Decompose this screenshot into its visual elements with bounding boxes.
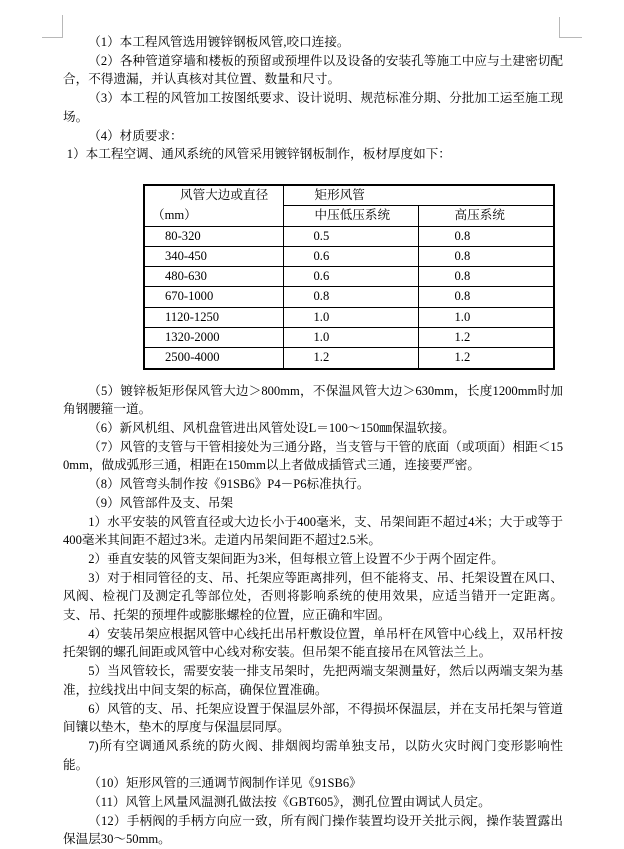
paragraph-tee-damper-detail: （10）矩形风管的三通调节阀制作详见《91SB6》 (88, 776, 362, 791)
table-cell-high: 0.8 (418, 287, 554, 307)
table-row (144, 246, 554, 266)
table-row (144, 328, 554, 348)
table-cell-mid-low: 0.8 (283, 287, 418, 307)
paragraph-horizontal-spacing: 1）水平安装的风管直径或大边长小于400毫米，支、吊架间距不超过4米；大于或等于400毫米其间距不超过3米。走道内吊架间距不超过2.5米。 (63, 514, 563, 548)
table-cell-size-range: 2500-4000 (144, 348, 283, 369)
paragraph-fabrication-schedule: （3）本工程的风管加工按图纸要求、设计说明、规范标准分期、分批加工运至施工现场。 (63, 91, 563, 124)
paragraph-sheet-thickness-intro: 1）本工程空调、通风系统的风管采用镀锌钢板制作，板材厚度如下： (66, 147, 451, 162)
paragraph-fire-damper-support: 7)所有空调通风系统的防火阀、排烟阀均需单独支吊，以防火灾时阀门变形影响性能。 (63, 738, 563, 772)
table-cell-mid-low: 0.6 (283, 267, 418, 287)
table-cell-high: 1.2 (418, 328, 554, 348)
paragraph-duct-material: （1）本工程风管选用镀锌钢板风管,咬口连接。 (88, 35, 350, 49)
page-margin-corner-mark-top-left (42, 15, 63, 38)
paragraph-reserved-holes: （2）各种管道穿墙和楼板的预留或预埋件以及设备的安装孔等施工中应与土建密切配合，不得遗漏，并认真核对其位置、数量和尺寸。 (63, 53, 563, 87)
paragraph-supports-heading: （9）风管部件及支、吊架 (88, 495, 234, 510)
paragraph-long-duct-alignment: 5）当风管较长，需要安装一排支吊架时，先把两端支架测量好，然后以两端支架为基准，拉线找出中间支架的标高，确保位置准确。 (63, 664, 563, 697)
table-cell-mid-low: 1.0 (283, 307, 418, 327)
table-cell-high: 0.8 (418, 267, 554, 287)
document-body (63, 33, 563, 849)
table-cell-size-range: 80-320 (144, 226, 283, 246)
table-row (144, 226, 554, 246)
table-header-rectangular-duct: 矩形风管 (283, 185, 554, 206)
paragraph-insulation-protection: 6）风管的支、吊、托架应设置于保温层外部，不得损坏保温层，并在支吊托架与管道间镶以垫木，垫木的厚度与保温层同厚。 (63, 701, 563, 735)
paragraph-handle-valves: （12）手柄阀的手柄方向应一致，所有阀门操作装置均设开关批示阀，操作装置露出保温层30～50mm。 (63, 813, 563, 847)
paragraph-elbow-standard: （8）风管弯头制作按《91SB6》P4－P6标准执行。 (88, 477, 370, 492)
table-header-duct-size (144, 185, 283, 226)
table-cell-size-range: 1120-1250 (144, 307, 283, 327)
table-header-row-1 (144, 185, 554, 206)
table-cell-mid-low: 0.6 (283, 246, 418, 266)
paragraph-branch-tee: （7）风管的支管与干管相接处为三通分路，当支管与干管的底面（或项面）相距＜150mm，做成弧形三通，相距在150mm以上者做成插管式三通，连接要严密。 (63, 439, 563, 473)
paragraph-hanger-installation: 4）安装吊架应根据风管中心线托出吊杆敷设位置，单吊杆在风管中心线上，双吊杆按托架钢的螺孔间距或风管中心线对称安装。但吊架不能直接吊在风管法兰上。 (63, 626, 563, 660)
table-cell-mid-low: 1.2 (283, 348, 418, 369)
table-header-duct-size-line1: 风管大边或直径 (180, 188, 269, 203)
table-cell-size-range: 340-450 (144, 246, 283, 266)
table-cell-size-range: 1320-2000 (144, 328, 283, 348)
table-header-mid-low-pressure: 中压低压系统 (283, 206, 418, 226)
table-row (144, 267, 554, 287)
table-cell-high: 0.8 (418, 246, 554, 266)
table-row (144, 287, 554, 307)
duct-sheet-thickness-table (143, 184, 555, 370)
table-header-duct-size-unit: （mm） (152, 207, 197, 222)
paragraph-equal-spacing: 3）对于相同管径的支、吊、托架应等距离排列，但不能将支、吊、托架设置在风口、风阀、检视门及测定孔等部位处，否则将影响系统的使用效果，应适当错开一定距离。支、吊、托架的预埋件或膨胀螺栓的位置，应正确和牢固。 (63, 570, 563, 623)
paragraph-flexible-connection: （6）新风机组、风机盘管进出风管处设L＝100～150㎜保温软接。 (88, 421, 455, 435)
paragraph-vertical-spacing: 2）垂直安装的风管支架间距为3米，但每根立管上设置不少于两个固定件。 (88, 551, 504, 566)
table-cell-mid-low: 1.0 (283, 328, 418, 348)
table-cell-size-range: 670-1000 (144, 287, 283, 307)
table-cell-high: 1.0 (418, 307, 554, 327)
table-header-high-pressure: 高压系统 (418, 206, 554, 226)
paragraph-material-requirements-heading: （4）材质要求： (88, 128, 183, 143)
table-cell-high: 1.2 (418, 348, 554, 369)
table-row (144, 348, 554, 369)
paragraph-stiffening-band: （5）镀锌板矩形保风管大边＞800mm，不保温风管大边＞630mm，长度1200mm时加角钢腰箍一道。 (63, 383, 563, 417)
paragraph-test-holes: （11）风管上风量风温测孔做法按《GBT605》，测孔位置由调试人员定。 (88, 795, 491, 810)
table-cell-high: 0.8 (418, 226, 554, 246)
table-row (144, 307, 554, 327)
table-cell-size-range: 480-630 (144, 267, 283, 287)
table-cell-mid-low: 0.5 (283, 226, 418, 246)
